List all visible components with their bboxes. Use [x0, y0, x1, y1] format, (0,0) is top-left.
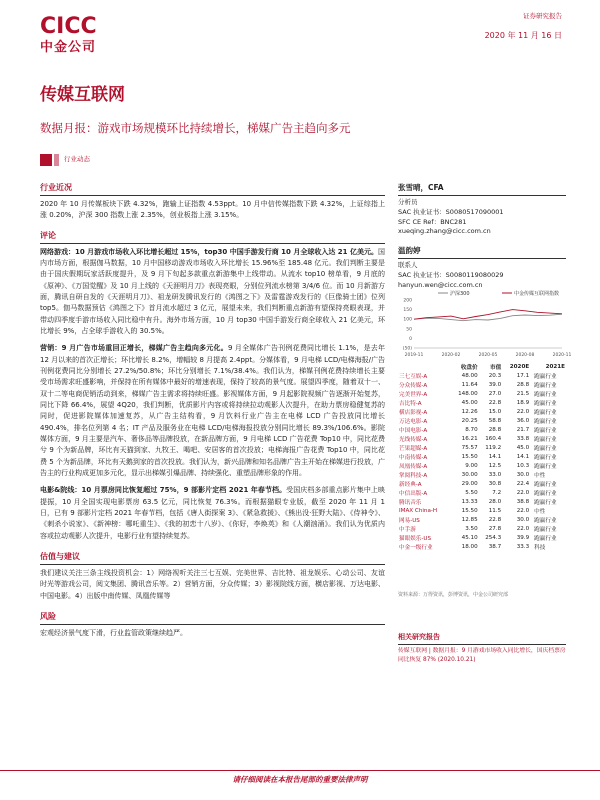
- table-cell-pe1: 21.7: [516, 426, 530, 433]
- divider: [398, 195, 566, 196]
- table-cell-pe1: 28.8: [516, 381, 530, 388]
- report-title: 数据月报：游戏市场规模环比持续增长，梯媒广告主趋向多元: [40, 121, 351, 135]
- y-tick-label: 0: [409, 336, 412, 342]
- table-cell-price: 11.64: [461, 381, 478, 388]
- table-cell-cap: 11.5: [488, 507, 502, 514]
- chart-svg: [398, 288, 572, 358]
- sector-title: 传媒互联网: [40, 85, 125, 105]
- analyst-role: 联系人: [398, 261, 418, 269]
- table-row: [398, 425, 566, 434]
- table-cell-cap: 58.8: [488, 417, 502, 424]
- table-cell-pe1: 22.0: [516, 507, 530, 514]
- table-row: [398, 452, 566, 461]
- table-cell-cap: 39.0: [488, 381, 502, 388]
- games-body: 国内市场方面，根据伽马数据，10 月中国移动游戏市场收入环比增长 15.96%至 185.48 亿元。我们判断主要是由于国庆假期玩家活跃度提升，及 9 月下旬起多款重点新游集中上线带动。从流水 top10 榜单看，9 月底的《原神》、《万国觉醒》及 10 月上线的《天涯明月刀》表现亮眼，分别位列流水榜第 3/4/6 位。而 10 月新游方面，腾讯自研自发的《天涯明月刀》、祖龙研发腾讯发行的《鸿图之下》及雷霆游戏发行的《巨像骑士团》位列 top5。伽马数据预估《鸿图之下》首月流水超过 3 亿元，展望未来，我们判断重点新游有望保持亮眼表现，并带动四季度手游市场收入同比稳中有升。海外市场方面，10 月 top30 中国手游发行商全球收入 21 亿美元，环比增长 9%，占全球手游收入的 30.5%。: [40, 247, 385, 335]
- table-cell-pe1: 10.3: [516, 462, 530, 469]
- x-tick-label: 2019-11: [404, 353, 424, 358]
- table-cell-price: 75.57: [461, 444, 478, 451]
- table-cell-pe1: 14.1: [516, 453, 530, 460]
- table-row: [398, 398, 566, 407]
- table-header-row: [398, 362, 566, 371]
- legend-label: 沪深300: [450, 291, 470, 297]
- table-cell-rating: 跑赢行业: [534, 427, 557, 434]
- film-lead: 电影&院线：10 月票房同比恢复超过 75%，9 部影片定档 2021 年春节档。: [40, 486, 287, 495]
- x-tick-label: 2020-11: [552, 353, 572, 358]
- table-cell-price: 29.00: [461, 480, 478, 487]
- table-cell-price: 9.00: [465, 462, 478, 469]
- tag-label: 行业动态: [64, 155, 90, 163]
- table-cell-rating: 跑赢行业: [534, 526, 557, 533]
- table-cell-name: 腾讯音乐: [399, 499, 422, 506]
- table-cell-name: 光线传媒-A: [399, 436, 428, 443]
- tag-marker: [40, 154, 52, 166]
- table-cell-rating: 跑赢行业: [534, 490, 557, 497]
- index-chart: [398, 288, 572, 358]
- table-cell-cap: 22.8: [488, 399, 502, 406]
- analyst-name: 温韵婷: [398, 246, 421, 255]
- table-cell-name: 完美世界-A: [399, 391, 428, 398]
- table-cell-rating: 跑赢行业: [534, 445, 557, 452]
- y-tick-label: 100: [403, 317, 412, 323]
- logo: [40, 14, 97, 55]
- table-row: [398, 488, 566, 497]
- table-cell-cap: 28.0: [488, 498, 502, 505]
- table-row: [398, 407, 566, 416]
- table-cell-cap: 38.7: [488, 543, 502, 550]
- col-header: 2020E: [509, 363, 530, 370]
- y-tick-label: (50): [402, 346, 412, 352]
- table-cell-pe1: 18.9: [516, 399, 530, 406]
- table-row: [398, 380, 566, 389]
- table-cell-pe1: 36.0: [516, 417, 530, 424]
- table-cell-cap: 14.1: [488, 453, 502, 460]
- risk-text: 宏观经济景气度下滑，行业监管政策继续趋严。: [40, 628, 187, 637]
- table-cell-cap: 15.0: [488, 408, 502, 415]
- marketing-body: 9 月全媒体广告刊例花费同比增长 1.1%，是去年 12 月以来的首次正增长；环比增长 8.2%，增幅较 8 月提高 2.4ppt。分媒体看，9 月电梯 LCD/电梯海报/广告刊例花费同比分别增长 27.2%/50.8%；环比分别增长 7.1%/38.4%。我们认为，梯媒刊例花费持续增长主要受市场需求旺盛影响，并保持在所有媒体中最好的增速表现，保持了较高的景气度。展望四季度，随着双十一、双十二等电商促销活动到来，梯媒广告主需求将持续旺盛。影视媒体方面，9 月起影院视频广告逐渐开始复苏，同比下降 66.4%，展望 4Q20，我们判断，优质影片内容或将持续拉动观影人次提升，在助力票房稳健复苏的同时，促进影院媒体加速复苏，从广告主结构看，9 月饮料行业广告主在电梯 LCD 广告投放同比增长 490.4%，排名位列第 4 名；IT 产品及服务业在电梯 LCD/电梯海报投放分别同比增长 89.3%/106.6%。影院媒体方面，9 月主要是汽车、奢侈品等品牌投放，在新品牌方面，9 月电梯 LCD 广告花费 Top10 中，同比花费兮 9 个为新品牌，环比有天猫到家、九牧王、喝吧、安居客的首次投放；电梯海报广告花费 Top10 中，同比花费 5 个为新品牌，环比有天鹅到家的首次投放。我们认为，新兴品牌和知名品牌广告主开始在梯媒进行投放，广告主的行业构成更加多元化，显示出梯媒引爆品牌、持续强化、重塑品牌形象的作用。: [40, 344, 386, 477]
- x-tick-label: 2020-05: [478, 353, 498, 358]
- related-item[interactable]: 传媒互联网 | 数据月报：9 月游戏市场收入同比增长，国庆档票房同比恢复 87% (2020.10.21): [398, 648, 566, 663]
- table-cell-price: 5.50: [465, 489, 478, 496]
- table-cell-cap: 33.0: [488, 471, 502, 478]
- table-cell-name: 万达电影-A: [399, 418, 428, 425]
- divider: [398, 644, 566, 645]
- report-date: 2020 年 11 月 16 日: [484, 31, 562, 40]
- table-cell-cap: 20.3: [488, 372, 502, 379]
- table-cell-name: 中手游: [399, 526, 416, 533]
- film-body: 受国庆档多部重点影片集中上映提振，10 月全国实现电影票房 63.5 亿元，同比恢复 76.3%。而根据猫眼专业版，截至 2020 年 11 月 1 日，已有 9 部影片定档 2021 年春节档，包括《唐人街探案 3》、《紧急救援》、《熊出没·狂野大陆》、《侍神令》、《刺杀小说家》、《新神榜：哪吒重生》、《我的初恋十八岁》、《你好，李焕英》和《人潮汹涌》。我们认为优质内容或拉动观影人次提升，电影行业有望持续复苏。: [40, 486, 385, 540]
- analyst-1: [398, 182, 566, 237]
- analyst-cert: SAC 执业证书：S0080517090001: [398, 207, 504, 216]
- analyst-email[interactable]: xueqing.zhang@cicc.com.cn: [398, 227, 491, 236]
- legend-label: 中金传媒互联网指数: [514, 291, 560, 297]
- table-cell-pe1: 33.8: [516, 435, 530, 442]
- table-cell-rating: 跑赢行业: [534, 517, 557, 524]
- table-cell-rating: 跑赢行业: [534, 400, 557, 407]
- table-cell-name: 掌阅科技-A: [399, 472, 428, 479]
- table-cell-cap: 27.0: [488, 390, 502, 397]
- table-cell-rating: 科技: [534, 544, 546, 551]
- table-cell-name: 中南传媒-A: [399, 454, 428, 461]
- tag-marker-2: [54, 154, 59, 166]
- table-cell-pe1: 39.9: [516, 534, 530, 541]
- table-cell-pe1: 30.0: [516, 516, 530, 523]
- table-cell-name: 中国电影-A: [399, 427, 428, 434]
- table-cell-cap: 7.2: [492, 489, 502, 496]
- table-cell-rating: 跑赢行业: [534, 454, 557, 461]
- table-cell-rating: 跑赢行业: [534, 382, 557, 389]
- table-cell-price: 18.00: [461, 543, 478, 550]
- stock-table: [398, 362, 566, 551]
- table-row: [398, 416, 566, 425]
- table-cell-price: 16.21: [461, 435, 478, 442]
- overview-text: 2020 年 10 月传媒板块下跌 4.32%，跑输上证指数 4.53ppt。10 月中信传媒指数下跌 4.32%，上证综指上涨 0.20%，沪深 300 指数上涨 2.35%，创业板指上涨 3.15%。: [40, 200, 385, 220]
- table-cell-price: 45.00: [461, 399, 478, 406]
- table-cell-name: 凤凰传媒-A: [399, 463, 428, 470]
- comment-para-games: [40, 247, 385, 338]
- table-row: [398, 371, 566, 380]
- valuation-heading: 估值与建议: [40, 551, 80, 561]
- table-cell-rating: 跑赢行业: [534, 499, 557, 506]
- table-cell-price: 8.70: [465, 426, 478, 433]
- analyst-2: [398, 245, 566, 290]
- table-row: [398, 434, 566, 443]
- table-cell-cap: 12.5: [488, 462, 502, 469]
- table-cell-name: 网易-US: [399, 517, 420, 524]
- table-cell-rating: 跑赢行业: [534, 535, 557, 542]
- games-lead: 网络游戏：10 月游戏市场收入环比增长超过 15%，top30 中国手游发行商 10 月全球收入达 21 亿美元。: [40, 247, 378, 256]
- table-cell-cap: 30.8: [488, 480, 502, 487]
- table-cell-name: 中金一级行业: [399, 544, 433, 551]
- footer-notice: 请仔细阅读在本报告尾部的重要法律声明: [232, 775, 368, 784]
- table-cell-rating: 跑赢行业: [534, 409, 557, 416]
- table-cell-price: 3.50: [465, 525, 478, 532]
- divider: [40, 195, 385, 196]
- table-row: [398, 515, 566, 524]
- table-cell-name: 分众传媒-A: [399, 382, 428, 389]
- logo-chinese: 中金公司: [40, 40, 97, 55]
- col-header: 2021E: [545, 363, 565, 370]
- table-cell-rating: 跑赢行业: [534, 373, 557, 380]
- table-cell-cap: 160.4: [485, 435, 502, 442]
- table-row: [398, 389, 566, 398]
- series-line-media-index: [414, 310, 562, 320]
- table-cell-pe1: 45.0: [516, 444, 530, 451]
- divider: [40, 624, 385, 625]
- table-cell-name: 新经典-A: [399, 481, 422, 488]
- table-cell-price: 30.00: [461, 471, 478, 478]
- table-cell-pe1: 22.0: [516, 525, 530, 532]
- table-cell-price: 15.50: [461, 453, 478, 460]
- table-cell-pe1: 21.5: [516, 390, 530, 397]
- table-cell-pe1: 22.0: [516, 489, 530, 496]
- y-tick-label: 150: [403, 308, 412, 314]
- valuation-text: 我们建议关注三条主线投资机会：1）网络视听关注三七互娱、完美世界、吉比特、祖龙娱乐、心动公司、友谊时光等游戏公司，阅文集团、腾讯音乐等。2）营销方面，分众传媒；3）影视院线方面，横店影视、万达电影、中国电影。4）出版中南传媒、凤凰传媒等: [40, 568, 385, 600]
- analyst-email[interactable]: hanyun.wen@cicc.com.cn: [398, 280, 483, 289]
- comment-para-film: [40, 485, 385, 542]
- footer-bar: [0, 770, 600, 771]
- logo-letters: CICC: [40, 14, 97, 39]
- table-cell-price: 12.26: [461, 408, 478, 415]
- table-cell-name: 吉比特-A: [399, 400, 422, 407]
- table-cell-rating: 跑赢行业: [534, 463, 557, 470]
- table-row: [398, 497, 566, 506]
- col-header: 收盘价: [460, 364, 478, 371]
- analyst-cert: SAC 执业证书：S0080119080029: [398, 270, 504, 279]
- y-tick-label: 50: [406, 327, 412, 333]
- analyst-role: 分析员: [398, 198, 418, 206]
- analyst-name: 张雪晴，CFA: [398, 183, 444, 192]
- related-heading: 相关研究报告: [398, 633, 440, 641]
- risk-heading: 风险: [40, 611, 56, 621]
- y-tick-label: 200: [403, 298, 412, 304]
- col-header: [398, 362, 450, 371]
- overview-heading: 行业近况: [40, 183, 72, 192]
- x-tick-label: 2020-02: [441, 353, 461, 358]
- table-cell-pe1: 22.0: [516, 408, 530, 415]
- table-cell-name: 三七互娱-A: [399, 373, 428, 380]
- table-cell-price: 45.10: [461, 534, 478, 541]
- divider: [40, 243, 385, 244]
- table-cell-rating: 跑赢行业: [534, 418, 557, 425]
- table-cell-rating: 跑赢行业: [534, 481, 557, 488]
- table-cell-pe1: 33.3: [516, 543, 530, 550]
- table-row: [398, 524, 566, 533]
- table-cell-price: 13.33: [461, 498, 478, 505]
- table-cell-pe1: 22.4: [516, 480, 530, 487]
- table-cell-cap: 27.8: [488, 525, 502, 532]
- table-cell-name: 芒果超媒-A: [399, 445, 428, 452]
- table-cell-name: IMAX China-H: [399, 507, 438, 514]
- table-source: 资料来源：万得资讯，彭博资讯，中金公司研究部: [398, 592, 509, 598]
- table-cell-rating: 跑赢行业: [534, 391, 557, 398]
- related-section: [398, 632, 566, 664]
- comment-para-marketing: [40, 343, 385, 479]
- table-cell-pe1: 38.8: [516, 498, 530, 505]
- table-row: [398, 542, 566, 551]
- table-cell-name: 猫眼娱乐-US: [399, 535, 432, 542]
- divider: [398, 258, 566, 259]
- table-row: [398, 533, 566, 542]
- table-row: [398, 443, 566, 452]
- table-cell-rating: 跑赢行业: [534, 436, 557, 443]
- analysts: [398, 182, 566, 290]
- table-row: [398, 506, 566, 515]
- table-cell-cap: 28.8: [488, 426, 502, 433]
- analyst-sfc: SFC CE Ref：BNC281: [398, 217, 467, 226]
- table-cell-price: 15.50: [461, 507, 478, 514]
- table-row: [398, 470, 566, 479]
- table-row: [398, 461, 566, 470]
- table-cell-rating: 中性: [534, 472, 546, 479]
- table-cell-price: 20.25: [461, 417, 478, 424]
- table-cell-price: 148.00: [458, 390, 478, 397]
- marketing-lead: 营销：9 月广告市场重回正增长，梯媒广告主趋向多元化。: [40, 344, 228, 353]
- table-cell-price: 12.85: [461, 516, 478, 523]
- table-cell-cap: 22.8: [488, 516, 502, 523]
- table-cell-cap: 119.2: [485, 444, 502, 451]
- table-cell-rating: 中性: [534, 508, 546, 515]
- table-cell-pe1: 30.0: [516, 471, 530, 478]
- comment-heading: 评论: [40, 230, 56, 240]
- table-cell-name: 横店影视-A: [399, 409, 428, 416]
- table-cell-pe1: 17.1: [516, 372, 530, 379]
- table-row: [398, 479, 566, 488]
- table-cell-cap: 254.3: [485, 534, 502, 541]
- col-header: 市值: [490, 364, 502, 371]
- table-cell-price: 48.00: [461, 372, 478, 379]
- x-tick-label: 2020-08: [515, 353, 535, 358]
- table-cell-name: 中信出版-A: [399, 490, 428, 497]
- report-type: 证券研究报告: [523, 12, 562, 20]
- divider: [40, 564, 385, 565]
